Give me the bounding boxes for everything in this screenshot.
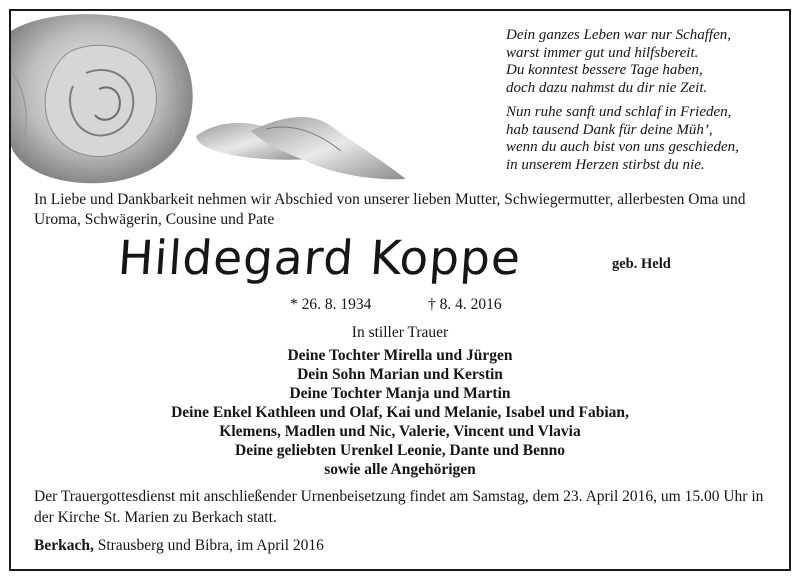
mourners-list	[0, 346, 800, 479]
maiden-name: geb. Held	[612, 256, 671, 272]
place-name: Berkach,	[34, 537, 94, 554]
poem	[506, 27, 786, 181]
poem-stanza-2	[506, 104, 786, 174]
deceased-name: Hildegard Koppe	[116, 231, 523, 286]
birth-date: * 26. 8. 1934	[290, 296, 372, 313]
mourner-line: Klemens, Madlen und Nic, Valerie, Vincent und Vlavia	[219, 423, 581, 440]
poem-line: hab tausend Dank für deine Müh’,	[506, 121, 713, 138]
death-date: † 8. 4. 2016	[428, 296, 502, 313]
rose-image	[11, 11, 411, 189]
poem-line: Nun ruhe sanft und schlaf in Frieden,	[506, 104, 732, 120]
mourning-heading: In stiller Trauer	[351, 324, 449, 341]
place-rest: Strausberg und Bibra, im April 2016	[93, 537, 324, 554]
poem-line: warst immer gut und hilfsbereit.	[506, 44, 699, 61]
intro-text: In Liebe und Dankbarkeit nehmen wir Abschied von unserer lieben Mutter, Schwiegermutter, allerbesten Oma und Uroma, Schwägerin, Cousine und Pate	[34, 191, 746, 228]
poem-line: doch dazu nahmst du dir nie Zeit.	[506, 79, 708, 96]
poem-line: wenn du auch bist von uns geschieden,	[506, 139, 739, 155]
mourner-line: Deine geliebten Urenkel Leonie, Dante und Benno	[235, 442, 565, 459]
mourner-line: Deine Enkel Kathleen und Olaf, Kai und Melanie, Isabel und Fabian,	[171, 404, 629, 421]
mourner-line: Deine Tochter Mirella und Jürgen	[287, 347, 513, 364]
mourner-line: sowie alle Angehörigen	[324, 461, 476, 478]
poem-line: in unserem Herzen stirbst du nie.	[506, 156, 705, 173]
poem-line: Dein ganzes Leben war nur Schaffen,	[506, 27, 731, 43]
service-info: Der Trauergottesdienst mit anschließender Urnenbeisetzung findet am Samstag, dem 23. April 2016, um 15.00 Uhr in der Kirche St. Marien zu Berkach statt.	[34, 488, 764, 526]
mourner-line: Deine Tochter Manja und Martin	[289, 385, 511, 402]
mourner-line: Dein Sohn Marian und Kerstin	[297, 366, 503, 383]
place-date	[34, 537, 324, 555]
poem-line: Du konntest bessere Tage haben,	[506, 62, 703, 78]
poem-stanza-1	[506, 27, 786, 97]
